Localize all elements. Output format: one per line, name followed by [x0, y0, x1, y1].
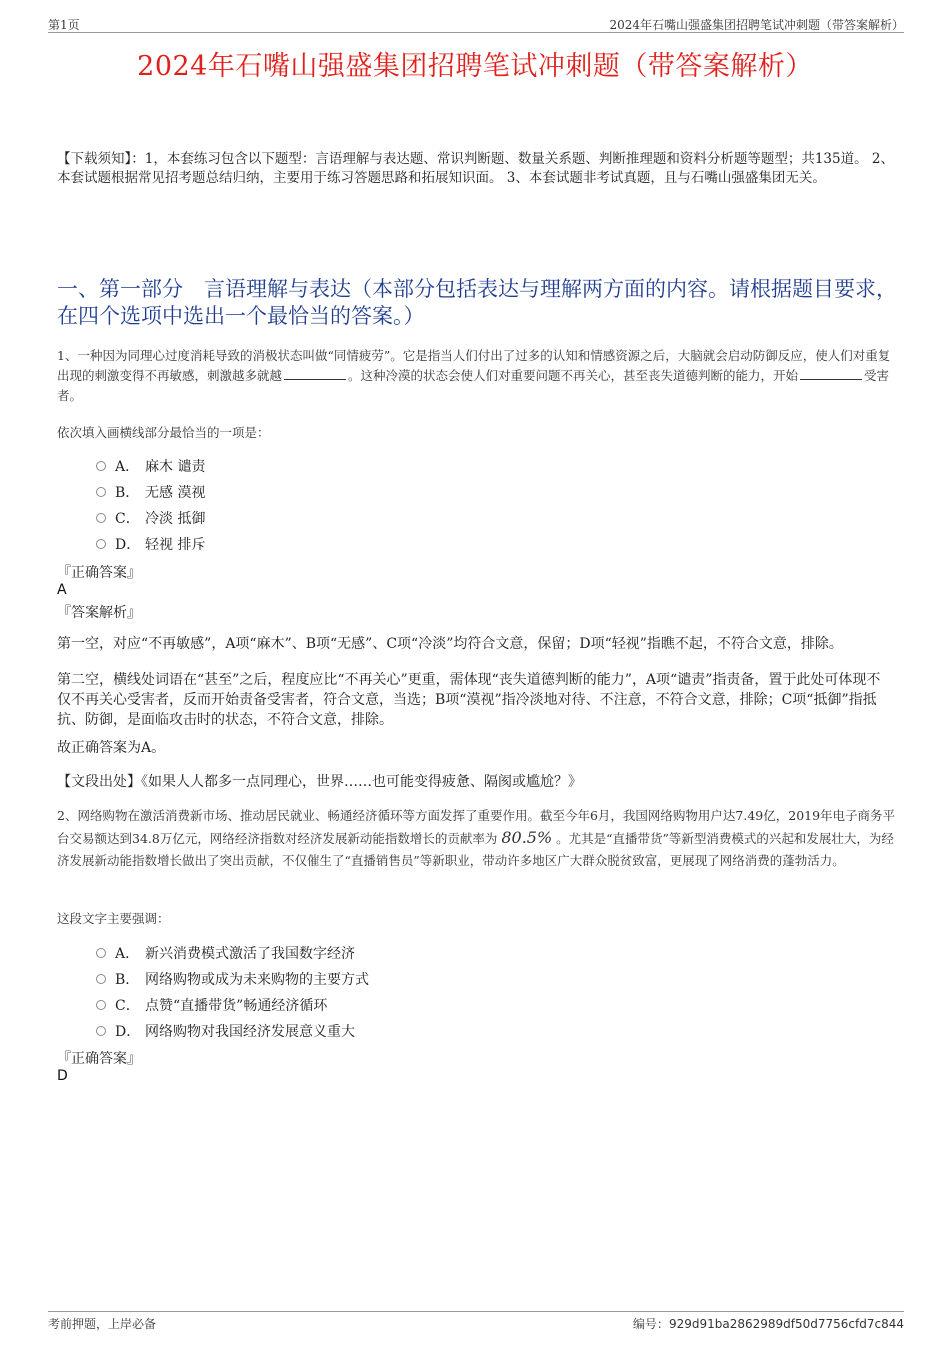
q1-stem-part-a: 1、一种因为同理心过度消耗导致的消极状态叫做“同情疲劳”。它是指当人们付出了过多的认知和情感资源之后，大脑就会启动防御反应，使人们对重复出现的刺激变得不再敏感，刺激越多就越	[57, 348, 891, 383]
q2-option-d[interactable]: D． 网络购物对我国经济发展意义重大	[96, 1018, 369, 1044]
radio-icon[interactable]	[96, 539, 106, 549]
q1-source: 【文段出处】《如果人人都多一点同理心，世界……也可能变得疲惫、隔阂或尴尬？》	[57, 774, 582, 790]
q1-stem-part-b: 。这种冷漠的状态会使人们对重要问题不再关心，甚至丧失道德判断的能力，开始	[348, 368, 799, 383]
radio-icon[interactable]	[96, 513, 106, 523]
download-notice: 【下载须知】：1，本套练习包含以下题型：言语理解与表达题、常识判断题、数量关系题、判断推理题和资料分析题等题型；共135道。 2、本套试题根据常见招考题总结归纳，主要用于练习答题思路和拓展知识面。 3、本套试题非考试真题，且与石嘴山强盛集团无关。	[57, 151, 894, 186]
page-title: 2024年石嘴山强盛集团招聘笔试冲刺题（带答案解析）	[137, 51, 813, 82]
q2-options	[96, 940, 369, 1044]
q1-stem-part-c: 受害者。	[57, 368, 890, 403]
radio-icon[interactable]	[96, 948, 106, 958]
question-2-stem	[57, 805, 900, 872]
q1-analysis-label: 『答案解析』	[57, 605, 141, 621]
q1-analysis-3: 故正确答案为A。	[57, 740, 166, 756]
q1-answer-label: 『正确答案』	[57, 565, 141, 581]
q1-option-b[interactable]: B． 无感 漠视	[96, 479, 205, 505]
radio-icon[interactable]	[96, 487, 106, 497]
footer-code: 编号：929d91ba2862989df50d7756cfd7c844	[632, 1317, 904, 1331]
radio-icon[interactable]	[96, 1026, 106, 1036]
q1-option-c[interactable]: C． 冷淡 抵御	[96, 505, 205, 531]
q2-answer: D	[57, 1068, 68, 1084]
q1-analysis-2: 第二空，横线处词语在“甚至”之后，程度应比“不再关心”更重，需体现“丧失道德判断的能力”，A项“谴责”指责备，置于此处可体现不仅不再关心受害者，反而开始责备受害者，符合文意，当选；B项“漠视”指冷淡地对待、不注意，不符合文意，排除；C项“抵御”指抵抗、防御，是面临攻击时的状态，不符合文意，排除。	[57, 672, 881, 728]
blank-1	[284, 367, 346, 380]
blank-2	[800, 367, 862, 380]
section-title: 一、第一部分 言语理解与表达（本部分包括表达与理解两方面的内容。请根据题目要求，在四个选项中选出一个最恰当的答案。）	[57, 277, 897, 328]
page-header	[48, 14, 904, 33]
page-number: 第1页	[48, 18, 80, 32]
q1-analysis-1: 第一空，对应“不再敏感”，A项“麻木”、B项“无感”、C项“冷淡”均符合文意，保留；D项“轻视”指瞧不起，不符合文意，排除。	[57, 636, 843, 652]
q1-option-d[interactable]: D． 轻视 排斥	[96, 531, 205, 557]
q2-stem-part-a: 2、网络购物在激活消费新市场、推动居民就业、畅通经济循环等方面发挥了重要作用。截至今年6月，我国网络购物用户达7.49亿，2019年电子商务平台交易额达到34.8万亿元，网络经济指数对经济发展新动能指数增长的贡献率为	[57, 808, 896, 846]
q2-math-value: 80.5%	[501, 828, 553, 847]
page-footer	[48, 1311, 904, 1330]
q2-prompt: 这段文字主要强调：	[57, 911, 170, 926]
radio-icon[interactable]	[96, 974, 106, 984]
q2-stem-part-b: 。尤其是“直播带货”等新型消费模式的兴起和发展壮大，为经济发展新动能指数增长做出了突出贡献，不仅催生了“直播销售员”等新职业，带动许多地区广大群众脱贫致富，更展现了网络消费的蓬勃活力。	[57, 831, 894, 868]
q2-option-b[interactable]: B． 网络购物或成为未来购物的主要方式	[96, 966, 369, 992]
q1-prompt: 依次填入画横线部分最恰当的一项是：	[57, 425, 270, 440]
radio-icon[interactable]	[96, 461, 106, 471]
q2-answer-label: 『正确答案』	[57, 1051, 141, 1067]
q1-option-a[interactable]: A． 麻木 谴责	[96, 453, 205, 479]
header-doc-title: 2024年石嘴山强盛集团招聘笔试冲刺题（带答案解析）	[609, 18, 904, 32]
q2-option-a[interactable]: A． 新兴消费模式激活了我国数字经济	[96, 940, 369, 966]
q1-options	[96, 453, 205, 557]
footer-slogan: 考前押题，上岸必备	[48, 1317, 157, 1331]
radio-icon[interactable]	[96, 1000, 106, 1010]
q1-answer: A	[57, 582, 67, 598]
question-1-stem	[57, 346, 900, 406]
q2-option-c[interactable]: C． 点赞“直播带货”畅通经济循环	[96, 992, 369, 1018]
